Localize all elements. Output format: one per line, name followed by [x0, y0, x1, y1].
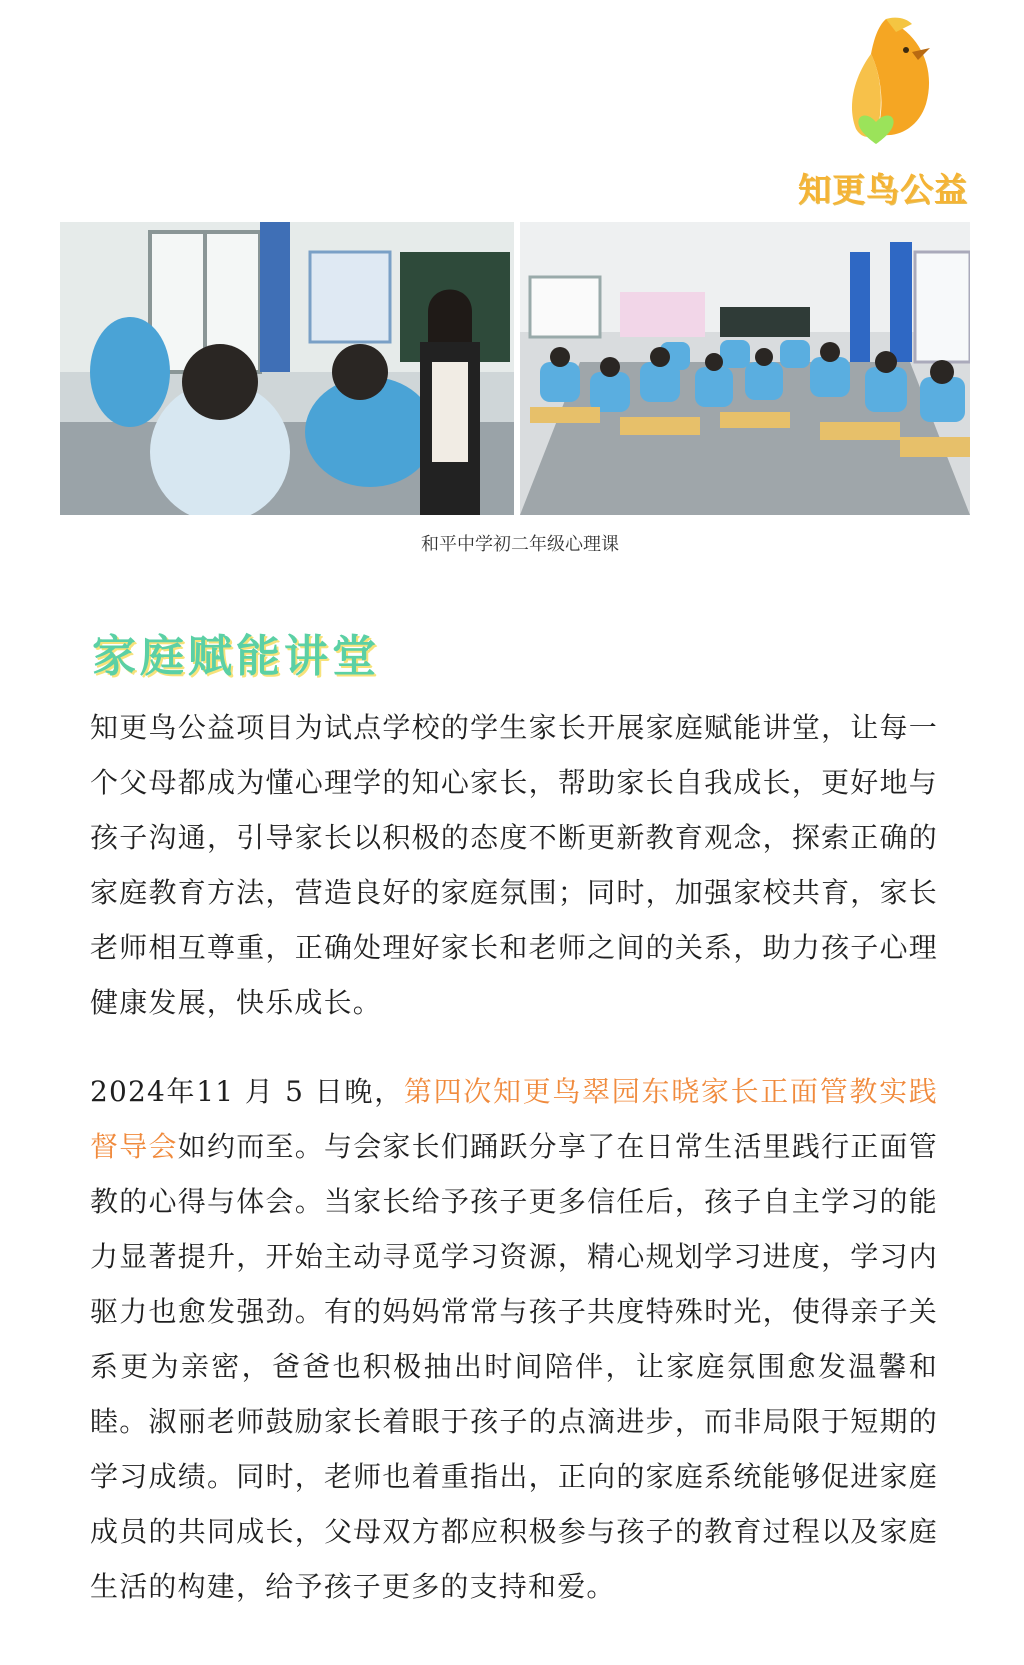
brand-logo	[788, 14, 978, 214]
classroom-photo-right	[520, 222, 970, 515]
logo-text: 知更鸟公益	[798, 170, 968, 209]
body-paragraph-1: 知更鸟公益项目为试点学校的学生家长开展家庭赋能讲堂，让每一个父母都成为懂心理学的知心家长，帮助家长自我成长，更好地与孩子沟通，引导家长以积极的态度不断更新教育观念，探索正确的家庭教育方法，营造良好的家庭氛围；同时，加强家校共育，家长老师相互尊重，正确处理好家长和老师之间的关系，助力孩子心理健康发展，快乐成长。	[90, 711, 938, 1019]
classroom-photo-icon	[60, 222, 514, 515]
classroom-photo-icon	[520, 222, 970, 515]
paragraph-date-prefix: 2024年11 月 5 日晚，	[90, 1075, 404, 1108]
event-title-highlight: 第四次知更鸟翠园东晓家长正面管教实践督导会	[90, 1075, 938, 1163]
body-paragraph-2	[90, 1064, 938, 1614]
paragraph-body-text: 如约而至。与会家长们踊跃分享了在日常生活里践行正面管教的心得与体会。当家长给予孩子更多信任后，孩子自主学习的能力显著提升，开始主动寻觅学习资源，精心规划学习进度，学习内驱力也愈发强劲。有的妈妈常常与孩子共度特殊时光，使得亲子关系更为亲密，爸爸也积极抽出时间陪伴，让家庭氛围愈发温馨和睦。淑丽老师鼓励家长着眼于孩子的点滴进步，而非局限于短期的学习成绩。同时，老师也着重指出，正向的家庭系统能够促进家庭成员的共同成长，父母双方都应积极参与孩子的教育过程以及家庭生活的构建，给予孩子更多的支持和爱。	[90, 1130, 938, 1603]
classroom-photo-left	[60, 222, 514, 515]
photo-caption: 和平中学初二年级心理课	[421, 534, 619, 555]
section-heading: 家庭赋能讲堂	[92, 631, 380, 682]
photo-gallery	[60, 222, 970, 515]
robin-bird-icon	[826, 14, 946, 164]
